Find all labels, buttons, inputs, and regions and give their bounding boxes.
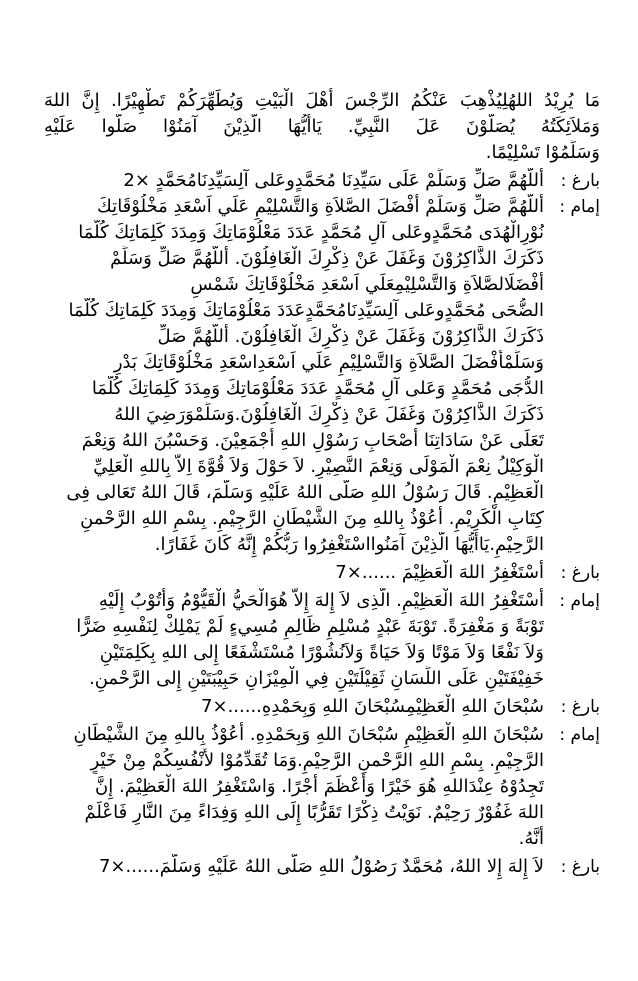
text-line: تَعَلَى عَنْ سَادَاتِنَا أَصْحَابِ رَسُوْلِ اللهِ أَجْمَعِيْنَ. وَحَسْبُنَ اللهُ وَنِعْمَ [81, 430, 544, 451]
text-line: أَللّهُمَّ صَلِّ وَسَلِّمْ عَلَى سَيِّدِنَا مُحَمَّدٍوعَلى آلِسَيِّدِنَامُحَمَّدٍ ×2 [123, 170, 544, 191]
block-text [44, 694, 544, 720]
imam-block-salawat [44, 194, 600, 558]
imam-block-tasbih [44, 722, 600, 852]
block-text [44, 168, 544, 194]
response-block-istighfar [44, 560, 600, 586]
text-line: الضُّحَى مُحَمَّدٍوعَلى آلِسَيِّدِنَامُحَمَّدٍعَدَدَ مَعْلُوْمَاتِكَ وَمِدَدَ كَلِمَاتِكَ كُلَّمَا [68, 300, 544, 321]
text-line: أَسْتَغْفِرُ اللهَ الْعَظِيْمَ ......×7 [335, 562, 544, 583]
text-line: أَنَّهُ. [518, 828, 544, 849]
text-line: الْوَكِيْلُ نِعْمَ الْمَوْلَى وَنِعْمَ النَّصِيْرِ. لاَ حَوْلَ وَلاَ قُوَّةَ اِلاَّ بِاللهِ الْعَلِيِّ [93, 456, 544, 477]
text-line: وَسَلِّمْأَفْضَلَ الصَّلاَةِ وَالتَّسْلِيْمِ عَلَي اَسْعَدِاسْعَدِ مَخْلُوْقَاتِكَ بَدْرِ [113, 352, 544, 373]
speaker-label: بارغ : [560, 563, 600, 583]
speaker-label: بارغ : [560, 697, 600, 717]
text-line: تَجِدُوْهُ عِنْدَاللهِ هُوَ خَيْرًا وَأَعْظَمَ أَجْرًا. وَاسْتَغْفِرُ اللهَ الْعَظِيْمَ. إِنَّ [95, 776, 544, 797]
text-line: ذَكَرَكَ الذَّاكِرُوْنَ وَغَفَلَ عَنْ ذِكْرِكَ الْغَافِلُوْنَ. أَللّهُمَّ صَلِّ [157, 326, 544, 347]
text-line: أَسْتَغْفِرُ اللهَ الْعَظِيْمِ. الَّذِى لاَ إِلهَ إِلاَّ هُوَالْحَيُّ الْقَيُّوْمُ وَأَتُوْبُ إِلَيْهِ [98, 590, 544, 611]
response-block-tahlil [44, 854, 600, 880]
text-line: ذَكَرَكَ الذَّاكِرُوْنَ وَغَفَلَ عَنْ ذِكْرِكَ الْغَافِلُوْنَ.وَسَلِّمْوَرَضِيَ اللهُ [114, 404, 544, 425]
text-line: سُبْحَانَ اللهِ الْعَظِيْمِسُبْحَانَ اللهِ وَبِحَمْدِهِ......×7 [201, 696, 544, 717]
block-text [44, 722, 544, 852]
text-line: وَمَلاَئِكَتُهُ يُصَلُّوْنَ عَلَ النَّبِيِّ. يَاأَيُّهَا الَّذِيْنَ آمَنُوْا صَلُّوا عَلَيْهِ [44, 116, 600, 137]
text-line: وَسَلِّمُوْا تَسْلِيْمًا. [485, 142, 600, 163]
text-line: الرَّحِيْمِ.يَاأَيُّهَا الَّذِيْنَ آمَنُوااسْتَغْفِرُوا رَبُّكُمْ إِنَّهُ كَانَ غَفَارًا. [154, 534, 544, 555]
text-line: كِتَابِ الْكَرِيْمِ. أَعُوْذُ بِاللهِ مِنَ الشَّيْطَانِ الرَّجِيْمِ. بِسْمِ اللهِ الرَّحْمنِ [80, 508, 544, 529]
text-line: أَفْضَلَالصَّلاَةِ وَالتَّسْلِيْمِعَلَي اَسْعَدِ مَخْلُوْقَاتِكَ شَمْسِ [190, 274, 544, 295]
text-line: ذَكَرَكَ الذَّاكِرُوْنَ وَغَفَلَ عَنْ ذِكْرِكَ الْغَافِلُوْنَ. أَللّهُمَّ صَلِّ وَسَلِّمْ [110, 248, 544, 269]
text-line: نُوْرِالْهُدَى مُحَمَّدٍوعَلى آلِ مُحَمَّدٍ عَدَدَ مَعْلُوْمَاتِكَ وَمِدَدَ كَلِمَاتِكَ كُلَّمَا [78, 222, 544, 243]
block-text [44, 854, 544, 880]
text-line: مَا يُرِيْدُ اللهُلِيُذْهِبَ عَنْكُمُ الرِّجْسَ أَهْلَ الْبَيْتِ وَيُطَهِّرَكُمْ تَطْهِيْرًا. إِنَّ اللهَ [44, 90, 600, 111]
text-line: خَفِيْفَتَيْنِ عَلَى اللِّسَانِ ثَقِيْلَتَيْنِ فِي الْمِيْزَانِ حَبِيْبَتَيْنِ إِلى الرَّحْمنِ. [88, 668, 544, 689]
text-line: الرَّجِيْمِ. بِسْمِ اللهِ الرَّحْمنِ الرَّحِيْمِ.وَمَا تُقَدِّمُوْا لأَنْفُسِكُمْ مِنْ خَيْرٍ [90, 750, 544, 771]
block-text [44, 560, 544, 586]
response-block-tasbih [44, 694, 600, 720]
text-line: الْعَظِيْمِ. قَالَ رَسُوْلُ اللهِ صَلَّى اللهُ عَلَيْهِ وَسَلَّمَ، قَالَ اللهُ تَعَالى فِى [66, 482, 544, 503]
speaker-label: إمام : [559, 197, 600, 217]
speaker-label: إمام : [559, 591, 600, 611]
text-line: اللهَ غَفُوْرٌ رَحِيْمٌ. نَوَيْتُ ذِكْرًا تَقَرُّبًا إِلَى اللهِ وَفِدَاءً مِنَ النَّارِ فَاعْلَمْ [84, 802, 544, 823]
response-block-salawat [44, 168, 600, 194]
speaker-label: بارغ : [560, 171, 600, 191]
speaker-label: إمام : [559, 725, 600, 745]
text-line: وَلاَ نَفْعًا وَلاَ مَوْتًا وَلاَ حَيَاةً وَلاَنُشُوْرًا مُسْتَشْفَعًا إِلى اللهِ بِكَلِمَتَيْنِ [99, 642, 544, 663]
intro-verse [44, 88, 600, 166]
text-line: سُبْحَانَ اللهِ الْعَظِيْمِ سُبْحَانَ اللهِ وَبِحَمْدِهِ. أَعُوْذُ بِاللهِ مِنَ الشَّيْطَانِ [73, 724, 544, 745]
block-text [44, 588, 544, 692]
text-line: تَوْبَةً وَ مَغْفِرَةً. تَوْبَةَ عَبْدٍ مُسْلِمٍ ظَالِمٍ مُسِيءٍ لَمْ يَمْلِكْ لِنَفْسِهِ ضَرًّا [76, 616, 544, 637]
block-text [44, 194, 544, 558]
text-line: أَللّهُمَّ صَلِّ وَسَلِّمْ أَفْضَلَ الصَّلاَةِ وَالتَّسْلِيْمِ عَلَي اَسْعَدِ مَخْلُوْقَاتِكَ [97, 196, 544, 217]
speaker-label: بارغ : [560, 857, 600, 877]
text-line: لاَ إِلهَ إِلا اللهُ، مُحَمَّدٌ رَصُوْلُ اللهِ صَلَّى اللهُ عَلَيْهِ وَسَلَّمَ......×7 [98, 856, 544, 877]
text-line: الدُّجَى مُحَمَّدٍ وَعَلى آلِ مُحَمَّدٍ عَدَدَ مَعْلُوْمَاتِكَ وَمِدَدَ كَلِمَاتِكَ كُلَّمَا [91, 378, 544, 399]
intro-text [44, 88, 600, 166]
imam-block-istighfar [44, 588, 600, 692]
